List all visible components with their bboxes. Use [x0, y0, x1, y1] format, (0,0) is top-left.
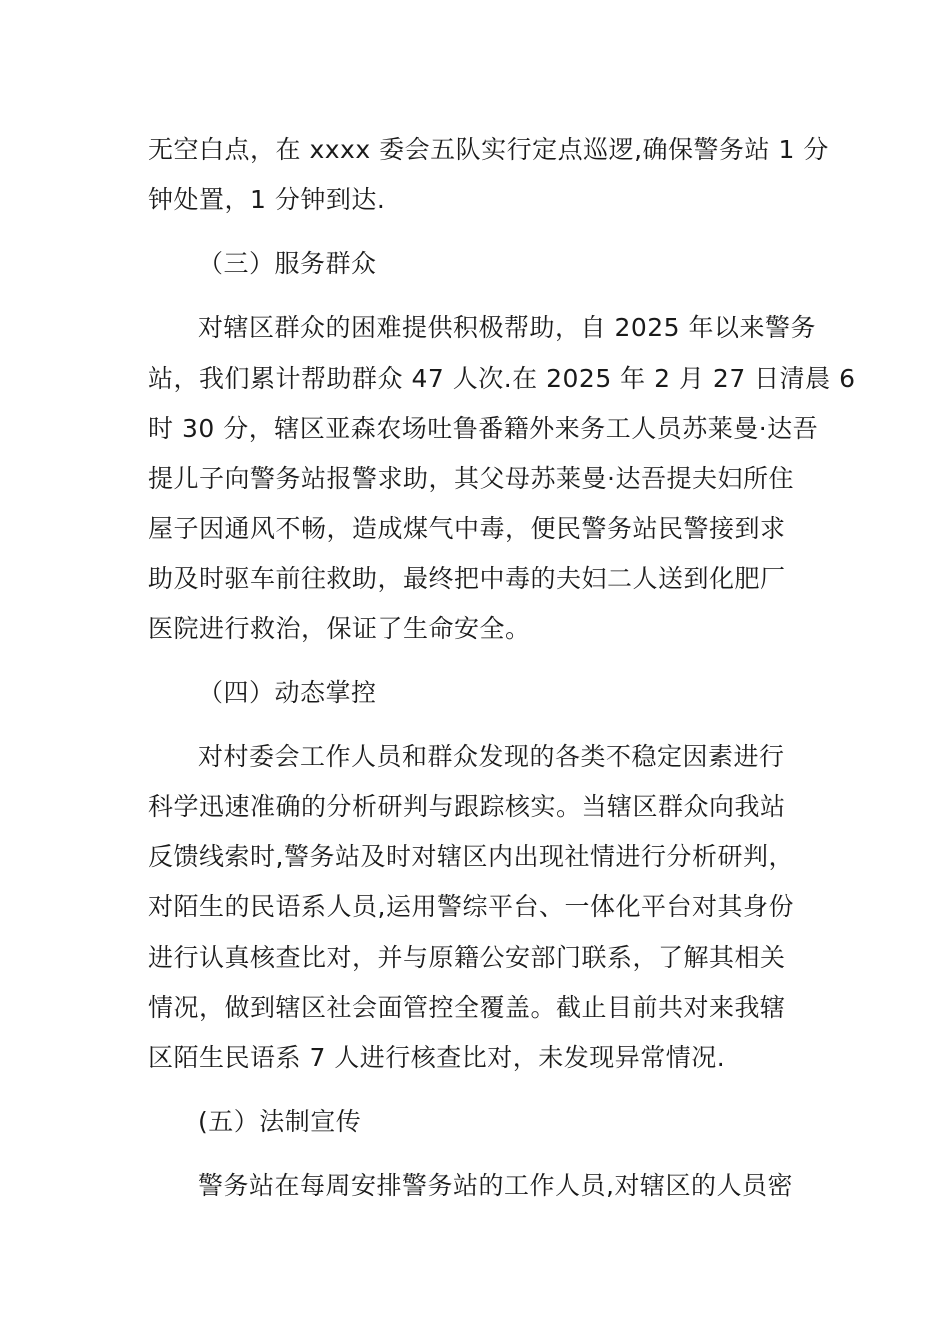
paragraph-line: 对村委会工作人员和群众发现的各类不稳定因素进行: [198, 742, 785, 771]
paragraph-line: 进行认真核查比对，并与原籍公安部门联系，了解其相关: [148, 943, 786, 972]
paragraph-line: 钟处置，1 分钟到达.: [148, 185, 386, 214]
paragraph-line: 提儿子向警务站报警求助，其父母苏莱曼·达吾提夫妇所住: [148, 464, 794, 493]
paragraph-line: 区陌生民语系 7 人进行核查比对，未发现异常情况.: [148, 1043, 726, 1072]
paragraph-line: 医院进行救治，保证了生命安全。: [148, 614, 531, 643]
paragraph-line: 助及时驱车前往救助，最终把中毒的夫妇二人送到化肥厂: [148, 564, 786, 593]
section-heading-3: （三）服务群众: [198, 249, 377, 278]
paragraph-line: 反馈线索时,警务站及时对辖区内出现社情进行分析研判，: [148, 842, 794, 871]
section-heading-5: (五）法制宣传: [198, 1107, 362, 1136]
paragraph-line: 对辖区群众的困难提供积极帮助，自 2025 年以来警务: [198, 313, 817, 342]
paragraph-line: 情况，做到辖区社会面管控全覆盖。截止目前共对来我辖: [148, 993, 786, 1022]
paragraph-line: 对陌生的民语系人员,运用警综平台、一体化平台对其身份: [148, 892, 794, 921]
paragraph-line: 时 30 分，辖区亚森农场吐鲁番籍外来务工人员苏莱曼·达吾: [148, 414, 819, 443]
paragraph-line: 警务站在每周安排警务站的工作人员,对辖区的人员密: [198, 1171, 793, 1200]
section-heading-4: （四）动态掌控: [198, 678, 377, 707]
paragraph-line: 站，我们累计帮助群众 47 人次.在 2025 年 2 月 27 日清晨 6: [148, 364, 856, 393]
paragraph-line: 无空白点，在 xxxx 委会五队实行定点巡逻,确保警务站 1 分: [148, 135, 829, 164]
paragraph-line: 科学迅速准确的分析研判与跟踪核实。当辖区群众向我站: [148, 792, 786, 821]
paragraph-line: 屋子因通风不畅，造成煤气中毒，便民警务站民警接到求: [148, 514, 786, 543]
